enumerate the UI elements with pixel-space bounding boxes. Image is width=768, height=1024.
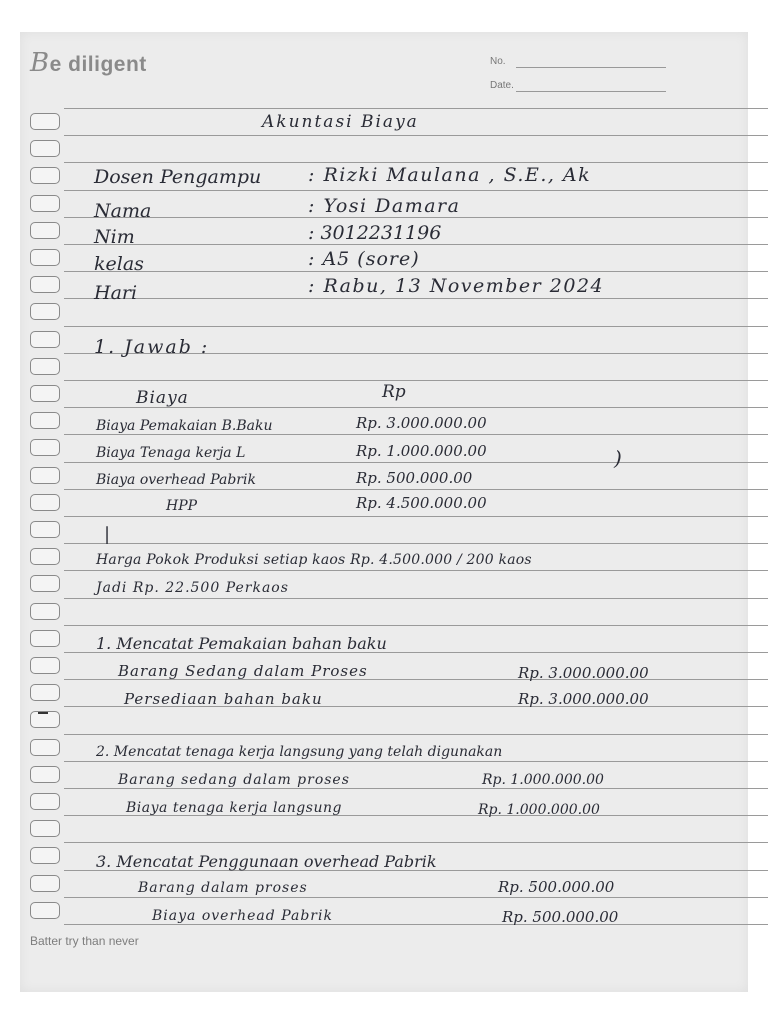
journal-heading: 2. Mencatat tenaga kerja langsung yang telah digunakan [96, 744, 503, 760]
margin-checkbox [30, 167, 60, 184]
margin-checkbox [30, 467, 60, 484]
journal-credit-value: Rp. 1.000.000.00 [478, 802, 600, 818]
kelas-value: : A5 (sore) [308, 248, 420, 270]
margin-checkbox [30, 222, 60, 239]
margin-checkbox [30, 331, 60, 348]
nama-value: : Yosi Damara [308, 195, 461, 217]
no-field [490, 56, 506, 67]
ruled-line [64, 162, 768, 163]
margin-checkbox [30, 385, 60, 402]
margin-checkbox [30, 249, 60, 266]
margin-checkbox [30, 439, 60, 456]
journal-credit: Biaya tenaga kerja langsung [126, 800, 342, 816]
ruled-line [64, 570, 768, 571]
journal-debit-value: Rp. 500.000.00 [498, 878, 615, 896]
ruled-line [64, 761, 768, 762]
nim-label: Nim [94, 226, 135, 248]
margin-checkbox [30, 820, 60, 837]
journal-credit: Persediaan bahan baku [124, 690, 323, 708]
ruled-line [64, 326, 768, 327]
tagline: Batter try than never [30, 934, 139, 948]
date-field [490, 80, 514, 91]
margin-checkbox [30, 140, 60, 157]
ruled-line [64, 380, 768, 381]
dosen-value: : Rizki Maulana , S.E., Ak [308, 164, 592, 186]
cost-row-value: Rp. 4.500.000.00 [356, 494, 487, 512]
journal-debit: Barang sedang dalam proses [118, 772, 350, 788]
hpp-per-unit-line: Harga Pokok Produksi setiap kaos Rp. 4.500.000 / 200 kaos [96, 552, 532, 568]
margin-checkbox [30, 603, 60, 620]
answer-heading: 1. Jawab : [94, 336, 210, 358]
journal-debit-value: Rp. 1.000.000.00 [482, 772, 604, 788]
divider-stroke: | [104, 524, 111, 545]
cost-row-label: Biaya overhead Pabrik [96, 472, 256, 488]
margin-checkbox [30, 521, 60, 538]
ruled-line [64, 434, 768, 435]
cost-row-value: Rp. 3.000.000.00 [356, 414, 487, 432]
hari-value: : Rabu, 13 November 2024 [308, 275, 605, 297]
margin-checkbox [30, 684, 60, 701]
ruled-line [64, 842, 768, 843]
margin-checkbox [30, 657, 60, 674]
margin-checkbox [30, 548, 60, 565]
col-biaya-header: Biaya [136, 388, 189, 408]
cost-row-label: Biaya Pemakaian B.Baku [96, 418, 273, 434]
journal-credit: Biaya overhead Pabrik [152, 908, 333, 924]
nim-value: : 3012231196 [308, 222, 442, 244]
ruled-line [64, 598, 768, 599]
brand-logo: Be diligent [30, 48, 147, 78]
dosen-label: Dosen Pengampu [94, 166, 262, 188]
cost-row-label: HPP [166, 498, 198, 514]
margin-checkbox [30, 766, 60, 783]
margin-checkbox [30, 630, 60, 647]
cost-row-value: Rp. 1.000.000.00 [356, 442, 487, 460]
date-label: Date. [490, 80, 514, 91]
ruled-line [64, 897, 768, 898]
margin-checkbox [30, 195, 60, 212]
ruled-line [64, 625, 768, 626]
margin-checkbox [30, 847, 60, 864]
tick-mark: ) [614, 446, 622, 470]
ruled-line [64, 734, 768, 735]
no-label: No. [490, 56, 506, 67]
col-rp-header: Rp [382, 382, 406, 402]
journal-credit-value: Rp. 500.000.00 [502, 908, 619, 926]
journal-debit: Barang Sedang dalam Proses [118, 662, 368, 680]
margin-checkbox [30, 902, 60, 919]
margin-checkbox [30, 412, 60, 429]
ruled-line [64, 108, 768, 109]
nama-label: Nama [94, 200, 152, 222]
margin-checkbox [30, 739, 60, 756]
ruled-line [64, 788, 768, 789]
journal-debit-value: Rp. 3.000.000.00 [518, 664, 649, 682]
ruled-line [64, 135, 768, 136]
ruled-line [64, 244, 768, 245]
ruled-line [64, 217, 768, 218]
margin-checkbox [30, 793, 60, 810]
margin-tick-mark [38, 712, 48, 714]
page-title: Akuntasi Biaya [262, 112, 419, 132]
margin-checkbox [30, 575, 60, 592]
margin-checkbox [30, 113, 60, 130]
journal-heading: 3. Mencatat Penggunaan overhead Pabrik [96, 852, 437, 871]
margin-checkbox [30, 494, 60, 511]
margin-checkbox [30, 303, 60, 320]
ruled-line [64, 190, 768, 191]
ruled-line [64, 516, 768, 517]
ruled-line [64, 462, 768, 463]
journal-heading: 1. Mencatat Pemakaian bahan baku [96, 634, 387, 653]
margin-checkbox [30, 358, 60, 375]
hpp-result-line: Jadi Rp. 22.500 Perkaos [96, 580, 289, 596]
ruled-line [64, 924, 768, 925]
margin-checkbox [30, 276, 60, 293]
journal-credit-value: Rp. 3.000.000.00 [518, 690, 649, 708]
margin-checkbox [30, 875, 60, 892]
ruled-line [64, 271, 768, 272]
ruled-line [64, 543, 768, 544]
kelas-label: kelas [94, 253, 144, 275]
ruled-line [64, 298, 768, 299]
cost-row-label: Biaya Tenaga kerja L [96, 445, 246, 461]
ruled-line [64, 489, 768, 490]
cost-row-value: Rp. 500.000.00 [356, 469, 473, 487]
hari-label: Hari [94, 282, 138, 304]
journal-debit: Barang dalam proses [138, 880, 308, 896]
